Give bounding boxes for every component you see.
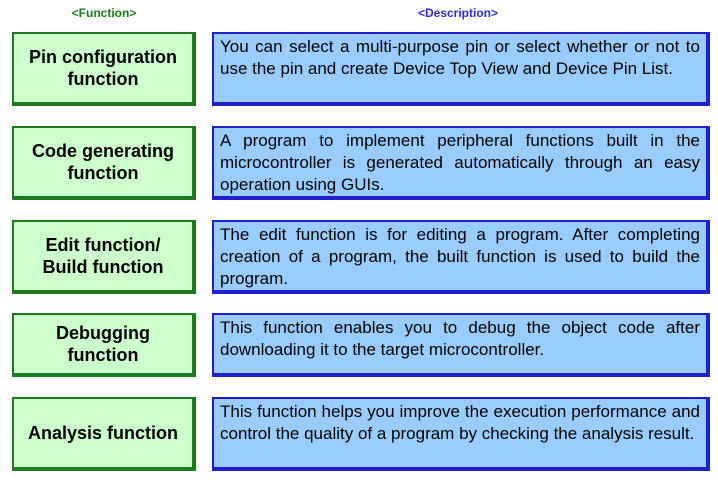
description-box-analysis: This function helps you improve the execution performance and control the quality of a program by checking the analysis result. [212, 397, 710, 471]
function-box-debugging: Debugging function [12, 313, 196, 377]
description-column-header: <Description> [417, 6, 499, 20]
function-box-code-generating: Code generating function [12, 126, 196, 200]
description-box-edit-build: The edit function is for editing a program. After completing creation of a program, the built function is used to build the program. [212, 220, 710, 294]
description-box-debugging: This function enables you to debug the object code after downloading it to the target microcontroller. [212, 313, 710, 377]
function-column-header: <Function> [71, 6, 137, 20]
description-box-pin-configuration: You can select a multi-purpose pin or select whether or not to use the pin and create Device Top View and Device Pin List. [212, 32, 710, 106]
description-box-code-generating: A program to implement peripheral functions built in the microcontroller is generated automatically through an easy operation using GUIs. [212, 126, 710, 200]
function-box-edit-build: Edit function/ Build function [12, 220, 196, 294]
function-box-analysis: Analysis function [12, 397, 196, 471]
function-box-pin-configuration: Pin configuration function [12, 32, 196, 106]
